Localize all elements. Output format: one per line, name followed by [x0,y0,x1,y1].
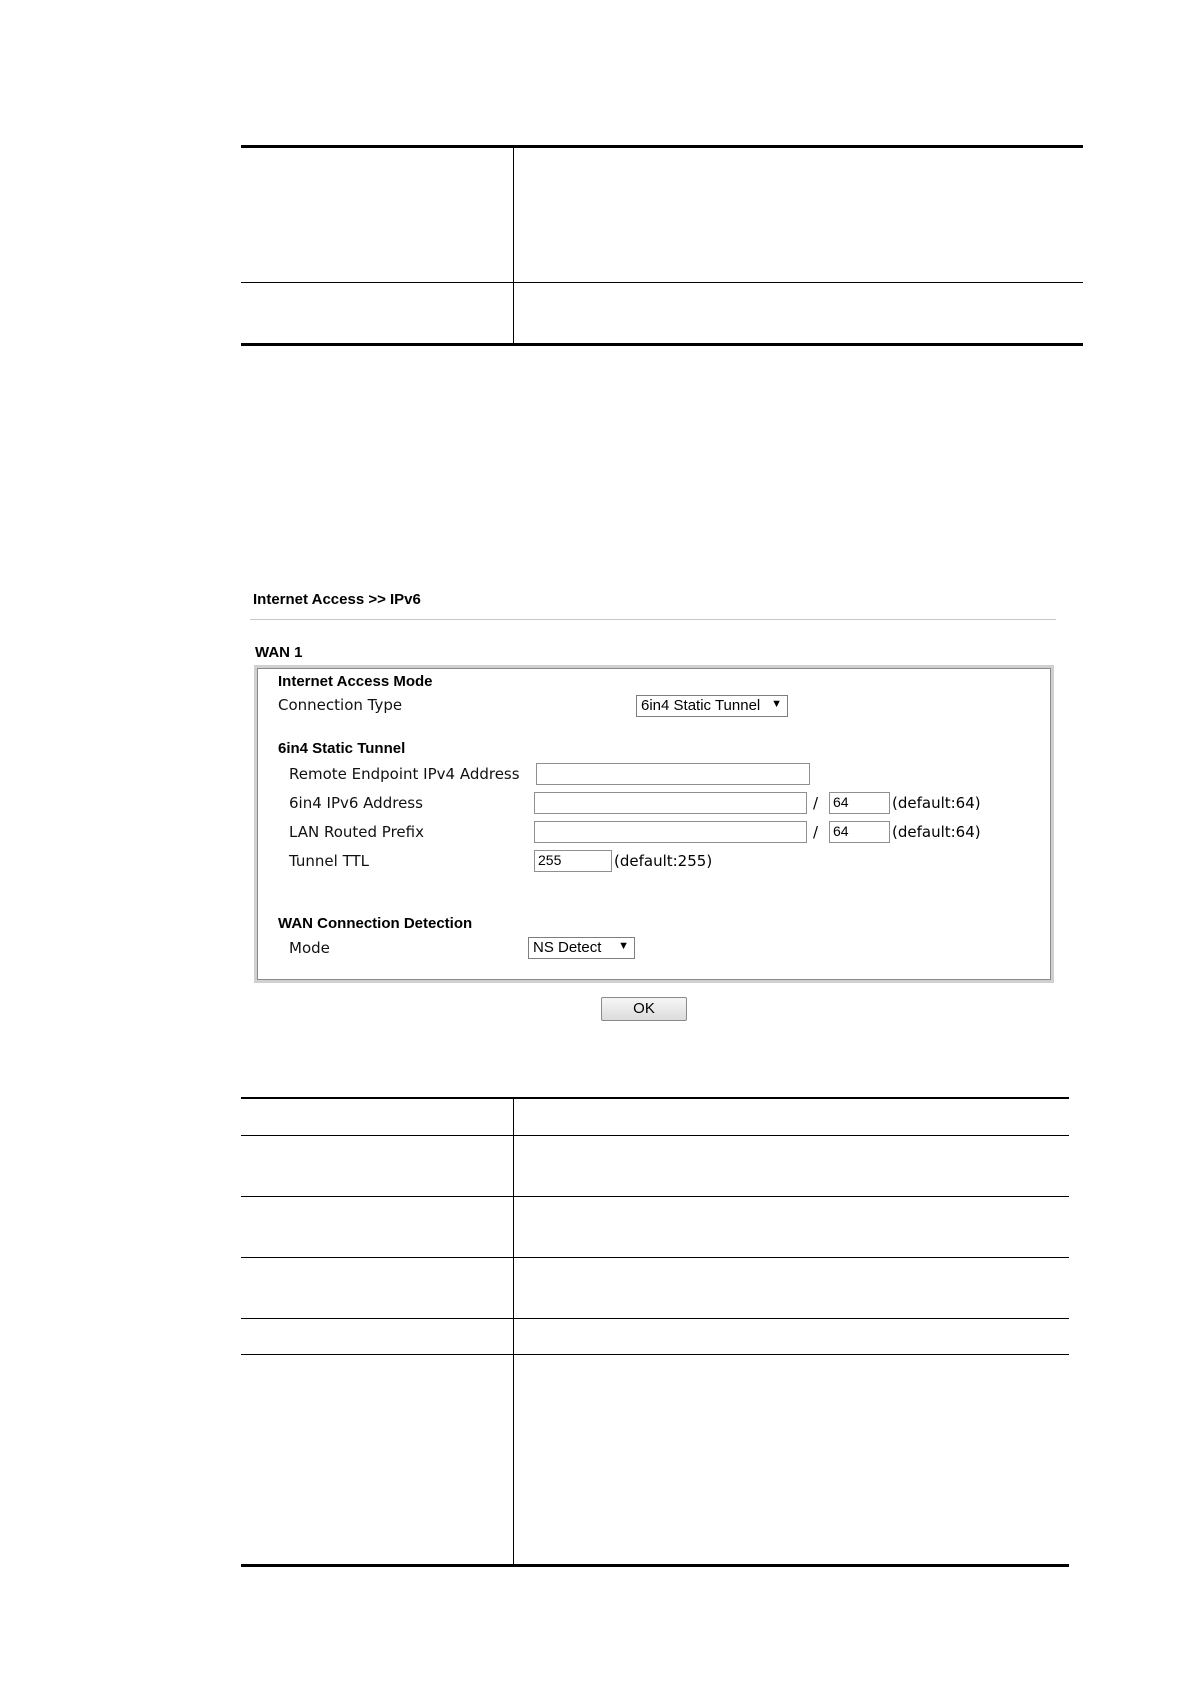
bottom-table-row-divider [241,1196,1069,1197]
top-table-top-rule [241,145,1083,148]
connection-type-label: Connection Type [278,696,403,714]
bottom-table-bottom-rule [241,1564,1069,1567]
tunnel-ttl-input[interactable]: 255 [534,850,612,872]
lan-routed-prefix-input[interactable] [534,821,807,843]
wan-title: WAN 1 [255,644,303,661]
panel-inner-border [257,668,1051,980]
lan-prefix-hint: (default:64) [892,823,981,841]
wan-detection-title: WAN Connection Detection [278,915,473,932]
top-table-column-divider [513,148,514,343]
ipv6-prefix-hint: (default:64) [892,794,981,812]
tunnel-ttl-label: Tunnel TTL [289,852,369,870]
breadcrumb-divider [250,619,1056,620]
connection-type-select[interactable] [636,695,788,717]
detection-mode-label: Mode [289,939,330,957]
top-table-bottom-rule [241,343,1083,346]
ipv6-address-label: 6in4 IPv6 Address [289,794,423,812]
bottom-table-row-divider [241,1135,1069,1136]
connection-type-value: 6in4 Static Tunnel [641,697,761,714]
remote-endpoint-label: Remote Endpoint IPv4 Address [289,765,520,783]
bottom-table-column-divider [513,1099,514,1564]
lan-prefix-separator: / [813,823,819,841]
static-tunnel-title: 6in4 Static Tunnel [278,740,406,757]
ipv6-address-input[interactable] [534,792,807,814]
wan-settings-panel [254,665,1054,983]
bottom-table-row-divider [241,1257,1069,1258]
bottom-table-top-rule [241,1097,1069,1099]
ok-button[interactable]: OK [601,997,687,1021]
remote-endpoint-input[interactable] [536,763,810,785]
top-table-row-divider [241,282,1083,283]
ipv6-prefix-separator: / [813,794,819,812]
internet-access-mode-title: Internet Access Mode [278,673,433,690]
detection-mode-value: NS Detect [533,939,602,956]
bottom-table-row-divider [241,1354,1069,1355]
chevron-down-icon: ▼ [771,698,782,710]
bottom-table-row-divider [241,1318,1069,1319]
ipv6-prefix-length-input[interactable]: 64 [829,792,890,814]
breadcrumb: Internet Access >> IPv6 [253,591,421,608]
chevron-down-icon: ▼ [618,940,629,952]
detection-mode-select[interactable] [528,937,635,959]
tunnel-ttl-hint: (default:255) [614,852,713,870]
lan-prefix-length-input[interactable]: 64 [829,821,890,843]
lan-routed-prefix-label: LAN Routed Prefix [289,823,424,841]
